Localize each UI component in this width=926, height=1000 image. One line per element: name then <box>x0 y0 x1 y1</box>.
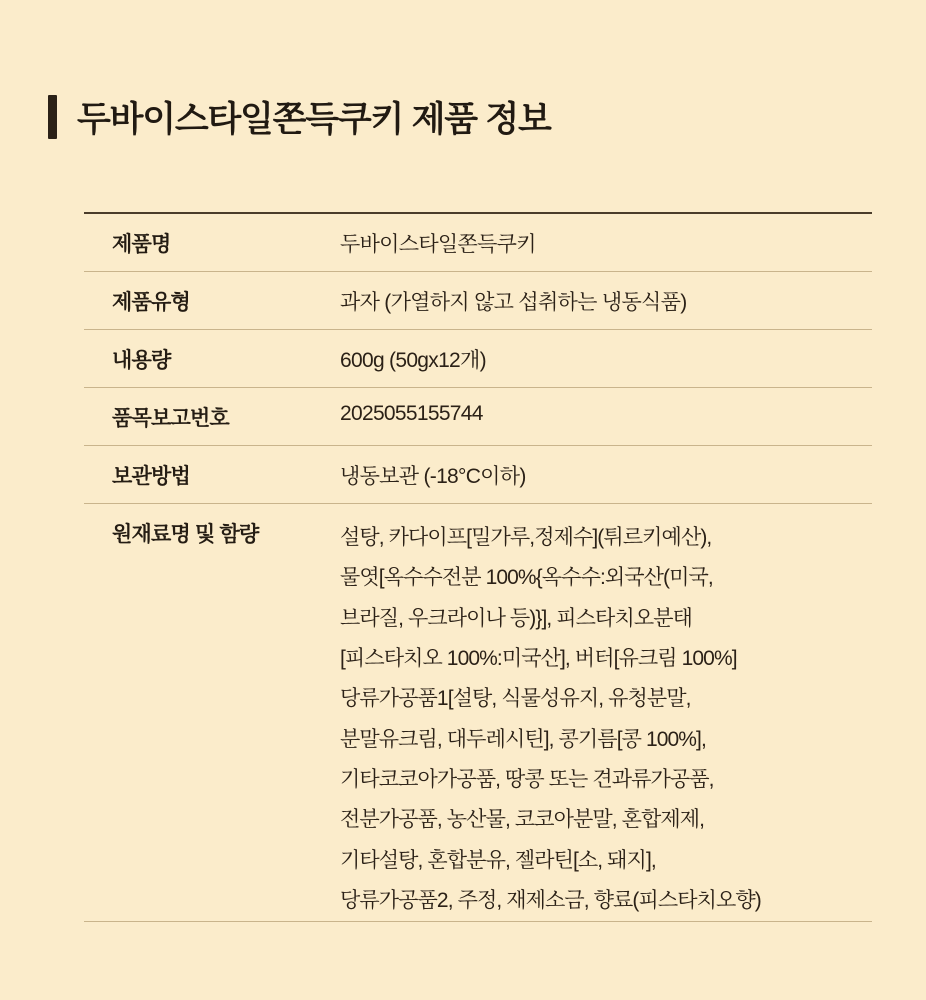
table-row <box>84 272 872 330</box>
ingredients-line: 기타코코아가공품, 땅콩 또는 견과류가공품, <box>340 767 714 791</box>
row-value-storage-method: 냉동보관 (-18°C이하) <box>340 465 526 488</box>
table-row <box>84 330 872 388</box>
row-label-ingredients: 원재료명 및 함량 <box>112 523 259 546</box>
row-label-product-name: 제품명 <box>112 233 171 256</box>
row-label-report-number: 품목보고번호 <box>112 407 229 430</box>
ingredients-line: 분말유크림, 대두레시틴], 콩기름[콩 100%], <box>340 727 706 751</box>
ingredients-line: [피스타치오 100%:미국산], 버터[유크림 100%] <box>340 646 737 670</box>
row-value-product-type: 과자 (가열하지 않고 섭취하는 냉동식품) <box>340 291 687 314</box>
table-row <box>84 213 872 272</box>
table-row <box>84 388 872 446</box>
ingredients-line: 물엿[옥수수전분 100%{옥수수:외국산(미국, <box>340 566 713 590</box>
row-value-product-name: 두바이스타일쫀득쿠키 <box>340 233 536 256</box>
table-row <box>84 446 872 504</box>
product-info-table <box>84 212 872 922</box>
page-title: 두바이스타일쫀득쿠키 제품 정보 <box>77 100 551 139</box>
page-title-row <box>48 92 551 142</box>
ingredients-line: 전분가공품, 농산물, 코코아분말, 혼합제제, <box>340 808 705 832</box>
row-value-net-weight: 600g (50gx12개) <box>340 349 486 372</box>
table-row-ingredients <box>84 504 872 922</box>
ingredients-line: 브라질, 우크라이나 등)}], 피스타치오분태 <box>340 606 692 630</box>
ingredients-line: 기타설탕, 혼합분유, 젤라틴[소, 돼지], <box>340 848 656 872</box>
ingredients-line: 당류가공품1[설탕, 식물성유지, 유청분말, <box>340 687 691 711</box>
row-value-ingredients <box>340 504 872 922</box>
row-label-net-weight: 내용량 <box>112 349 171 372</box>
row-value-report-number: 2025055155744 <box>340 402 483 425</box>
row-label-storage-method: 보관방법 <box>112 465 190 488</box>
row-label-product-type: 제품유형 <box>112 291 190 314</box>
ingredients-line: 당류가공품2, 주정, 재제소금, 향료(피스타치오향) <box>340 888 761 912</box>
title-accent-bar <box>48 95 57 139</box>
ingredients-line: 설탕, 카다이프[밀가루,정제수](튀르키예산), <box>340 526 712 549</box>
